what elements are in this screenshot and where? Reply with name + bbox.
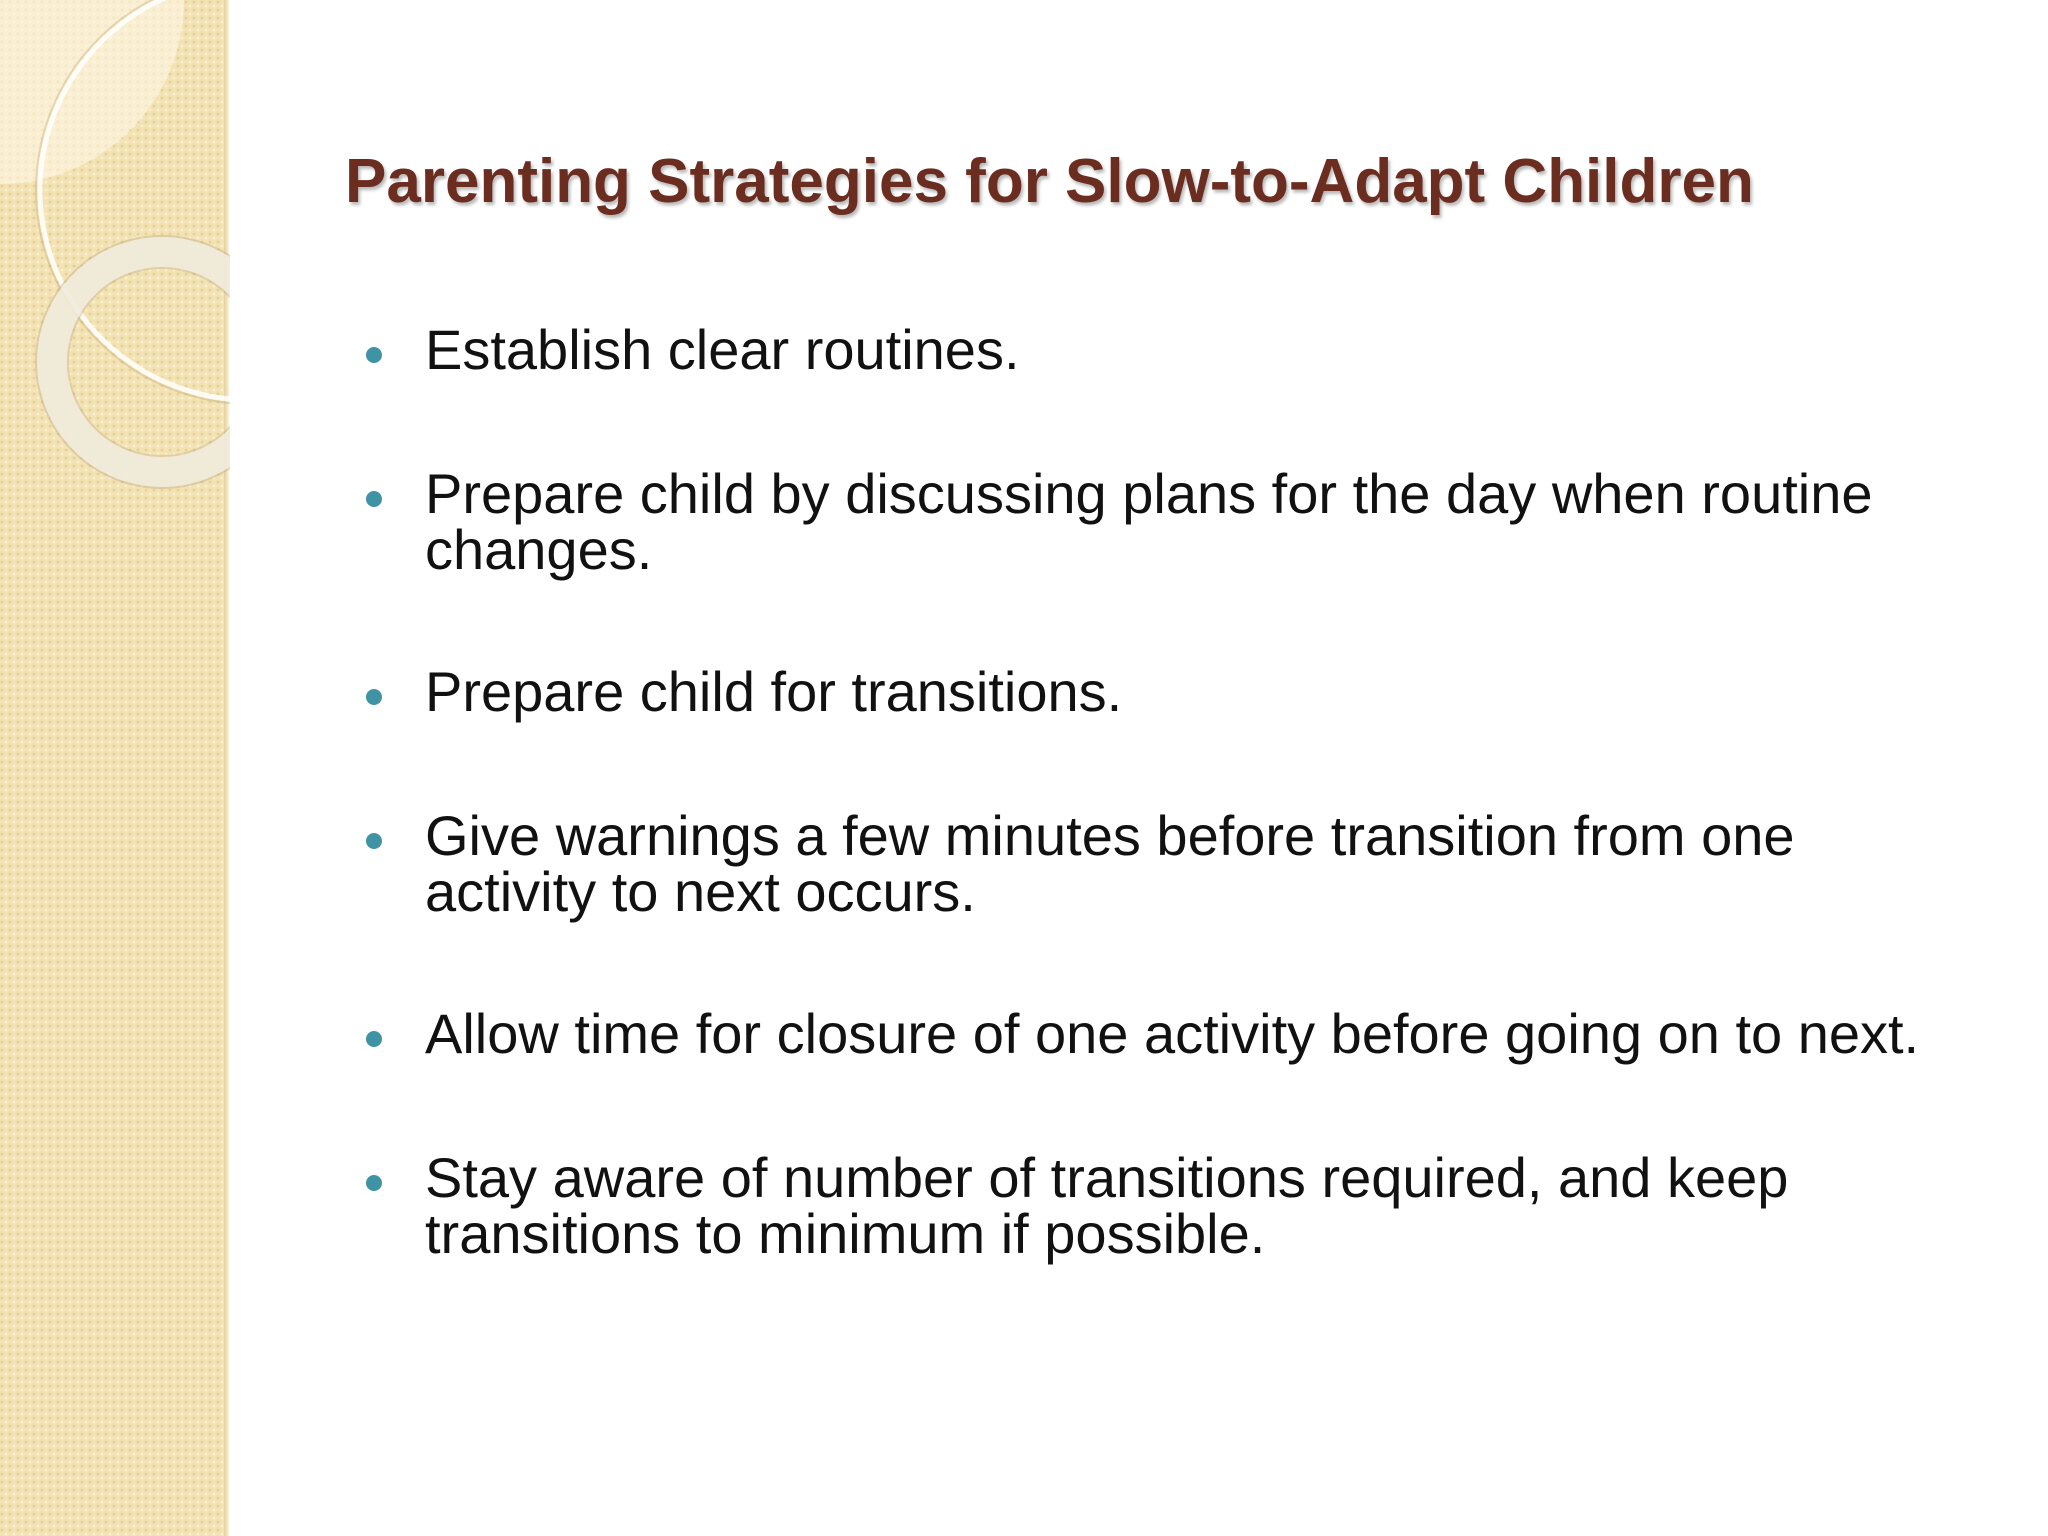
bullet-item <box>360 660 1980 723</box>
bullet-text: Prepare child by discussing plans for the day when routine changes. <box>425 462 1873 581</box>
slide-title: Parenting Strategies for Slow-to-Adapt Children <box>345 147 1754 216</box>
bullet-item <box>360 318 1980 381</box>
bullet-item <box>360 462 1980 581</box>
bullet-text: Establish clear routines. <box>425 318 1020 381</box>
bullet-item <box>360 804 1980 923</box>
bullet-dot-icon <box>366 1175 382 1191</box>
decorative-rings <box>0 0 230 520</box>
bullet-dot-icon <box>366 833 382 849</box>
bullet-item <box>360 1002 1980 1065</box>
small-ring <box>52 252 230 472</box>
bullet-dot-icon <box>366 689 382 705</box>
bullet-text: Stay aware of number of transitions required, and keep transitions to minimum if possible. <box>425 1146 1789 1265</box>
bullet-dot-icon <box>366 1031 382 1047</box>
bullet-text: Prepare child for transitions. <box>425 660 1123 723</box>
bullet-item <box>360 1146 1980 1265</box>
bullet-text: Give warnings a few minutes before transition from one activity to next occurs. <box>425 804 1795 923</box>
bullet-text: Allow time for closure of one activity before going on to next. <box>425 1002 1920 1065</box>
bullet-dot-icon <box>366 491 382 507</box>
bullet-list <box>360 318 1980 1348</box>
bullet-dot-icon <box>366 347 382 363</box>
